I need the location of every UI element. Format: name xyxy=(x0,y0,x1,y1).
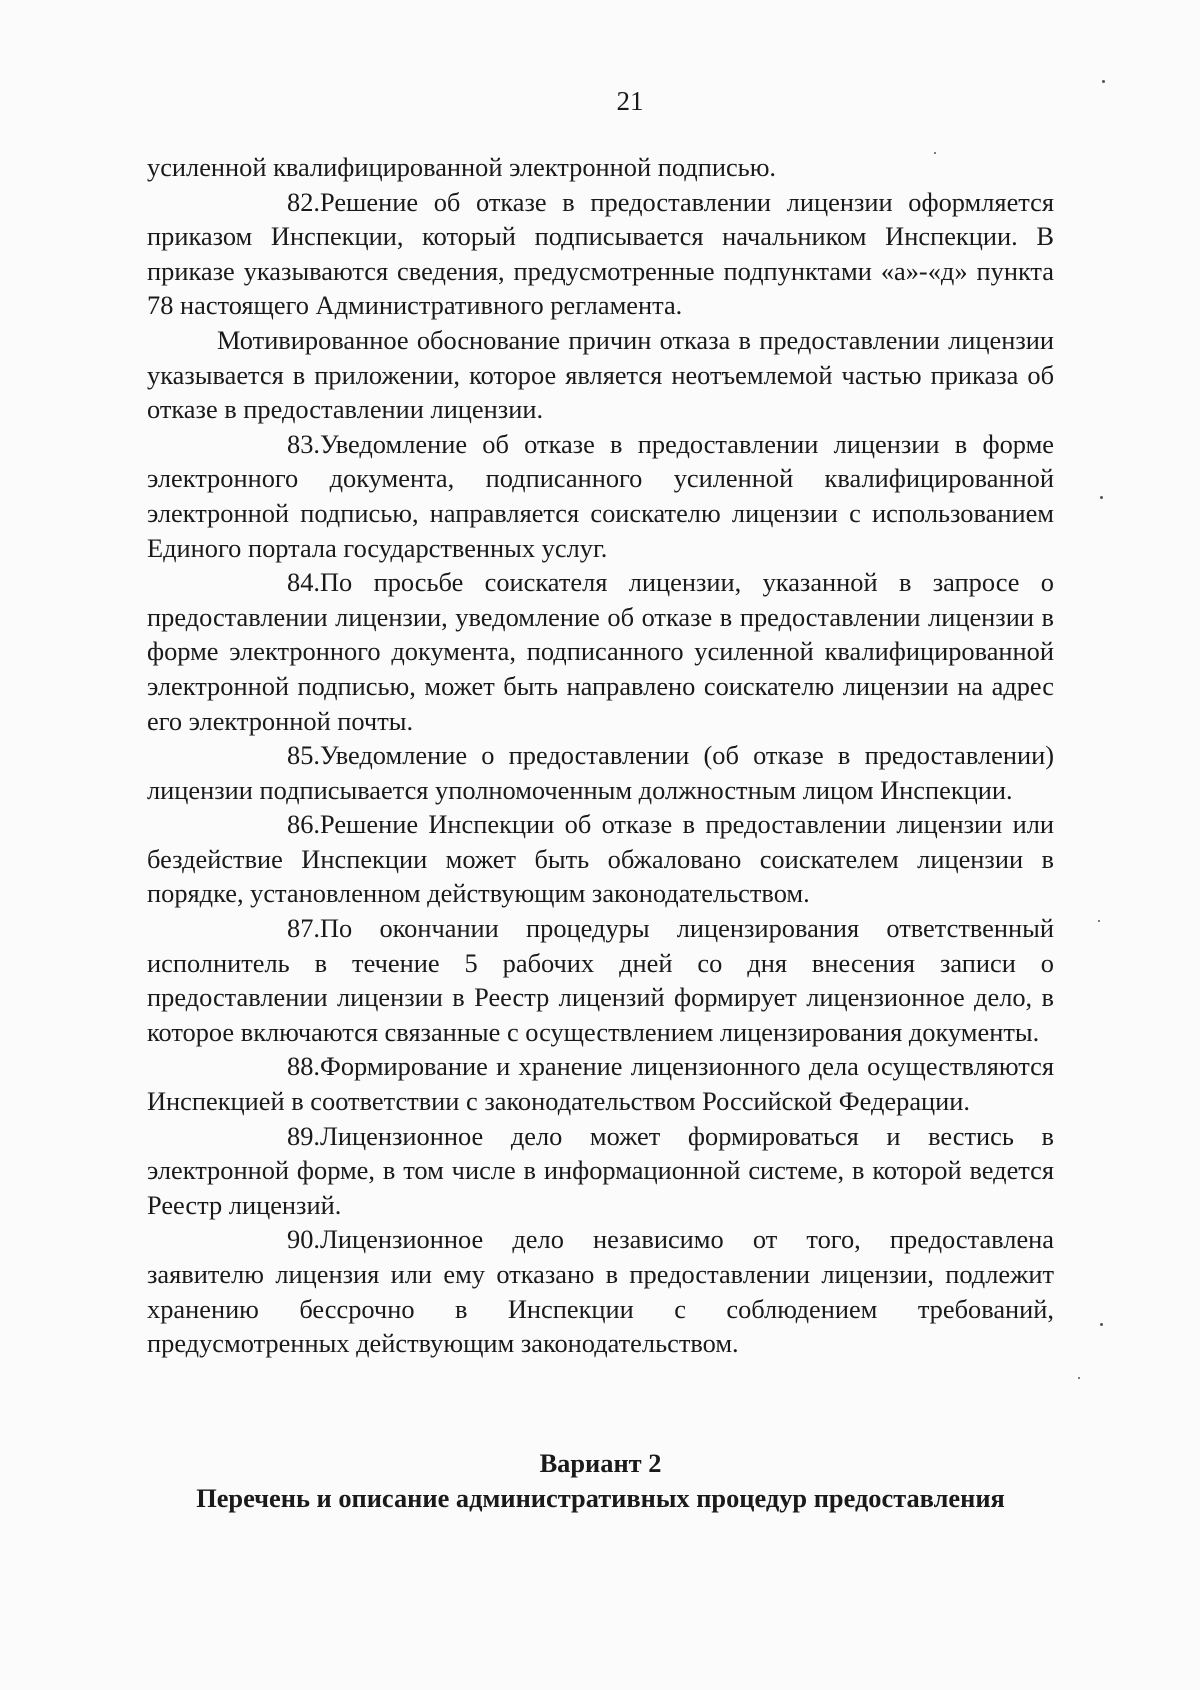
scan-speck xyxy=(1098,920,1100,922)
paragraph-text: Мотивированное обоснование причин отказа в предоставлении лицензии указывается в приложении, которое является неотъемлемой частью приказа об отказе в предоставлении лицензии. xyxy=(147,324,1054,425)
paragraph-85 xyxy=(147,738,1054,807)
paragraph-88 xyxy=(147,1049,1054,1118)
paragraph-text: По окончании процедуры лицензирования ответственный исполнитель в течение 5 рабочих дней со дня внесения записи о предоставлении лицензии в Реестр лицензий формирует лицензионное дело, в которое включаются связанные с осуществлением лицензирования документы. xyxy=(147,913,1054,1047)
paragraph-text: Формирование и хранение лицензионного дела осуществляются Инспекцией в соответствии с законодательством Российской Федерации. xyxy=(147,1051,1054,1117)
paragraph-82 xyxy=(147,185,1054,323)
paragraph-number: 88. xyxy=(287,1051,320,1082)
paragraph-text: усиленной квалифицированной электронной подписью. xyxy=(147,152,777,182)
scan-speck xyxy=(1100,496,1103,499)
paragraph-86 xyxy=(147,807,1054,911)
paragraph-number: 86. xyxy=(287,809,320,840)
paragraph-number: 89. xyxy=(287,1120,320,1151)
paragraph-number: 85. xyxy=(287,740,320,771)
paragraph-text: По просьбе соискателя лицензии, указанной в запросе о предоставлении лицензии, уведомление об отказе в предоставлении лицензии в форме электронного документа, подписанного усиленной квалифицированной электронной подписью, может быть направлено соискателю лицензии на адрес его электронной почты. xyxy=(147,567,1054,736)
section-title: Вариант 2 xyxy=(539,1448,662,1478)
paragraph-text: Лицензионное дело независимо от того, предоставлена заявителю лицензия или ему отказано в предоставлении лицензии, подлежит хранению бессрочно в Инспекции с соблюдением требований, предусмотренных действующим законодательством. xyxy=(147,1224,1054,1359)
page-number: 21 xyxy=(616,86,644,116)
paragraph-number: 84. xyxy=(287,567,320,598)
scan-speck xyxy=(1078,1377,1080,1379)
paragraph-82-motivation xyxy=(147,323,1054,427)
paragraph-text: Решение Инспекции об отказе в предоставлении лицензии или бездействие Инспекции может быть обжаловано соискателем лицензии в порядке, установленном действующим законодательством. xyxy=(147,809,1054,909)
scan-speck xyxy=(1100,1323,1103,1326)
scan-speck xyxy=(1102,80,1105,83)
paragraph-text: Уведомление о предоставлении (об отказе в предоставлении) лицензии подписывается уполномоченным должностным лицом Инспекции. xyxy=(147,740,1054,805)
paragraph-number: 82. xyxy=(287,186,320,217)
section-subtitle: Перечень и описание административных процедур предоставления xyxy=(196,1483,1005,1513)
paragraph-89 xyxy=(147,1119,1054,1223)
paragraph-number: 90. xyxy=(287,1224,320,1255)
paragraph-number: 87. xyxy=(287,913,320,944)
paragraph-84 xyxy=(147,565,1054,738)
paragraph-90 xyxy=(147,1222,1054,1360)
paragraph-83 xyxy=(147,427,1054,565)
paragraph-text: Решение об отказе в предоставлении лицензии оформляется приказом Инспекции, который подписывается начальником Инспекции. В приказе указываются сведения, предусмотренные подпунктами «а»-«д» пункта 78 настоящего Административного регламента. xyxy=(147,186,1054,321)
paragraph-text: Лицензионное дело может формироваться и вестись в электронной форме, в том числе в информационной системе, в которой ведется Реестр лицензий. xyxy=(147,1120,1054,1220)
paragraph-text: Уведомление об отказе в предоставлении лицензии в форме электронного документа, подписанного усиленной квалифицированной электронной подписью, направляется соискателю лицензии с использованием Единого портала государственных услуг. xyxy=(147,428,1054,563)
paragraph-continuation xyxy=(147,150,1054,185)
document-body xyxy=(147,150,1054,1361)
scan-speck xyxy=(934,152,936,154)
paragraph-87 xyxy=(147,911,1054,1049)
paragraph-number: 83. xyxy=(287,428,320,459)
